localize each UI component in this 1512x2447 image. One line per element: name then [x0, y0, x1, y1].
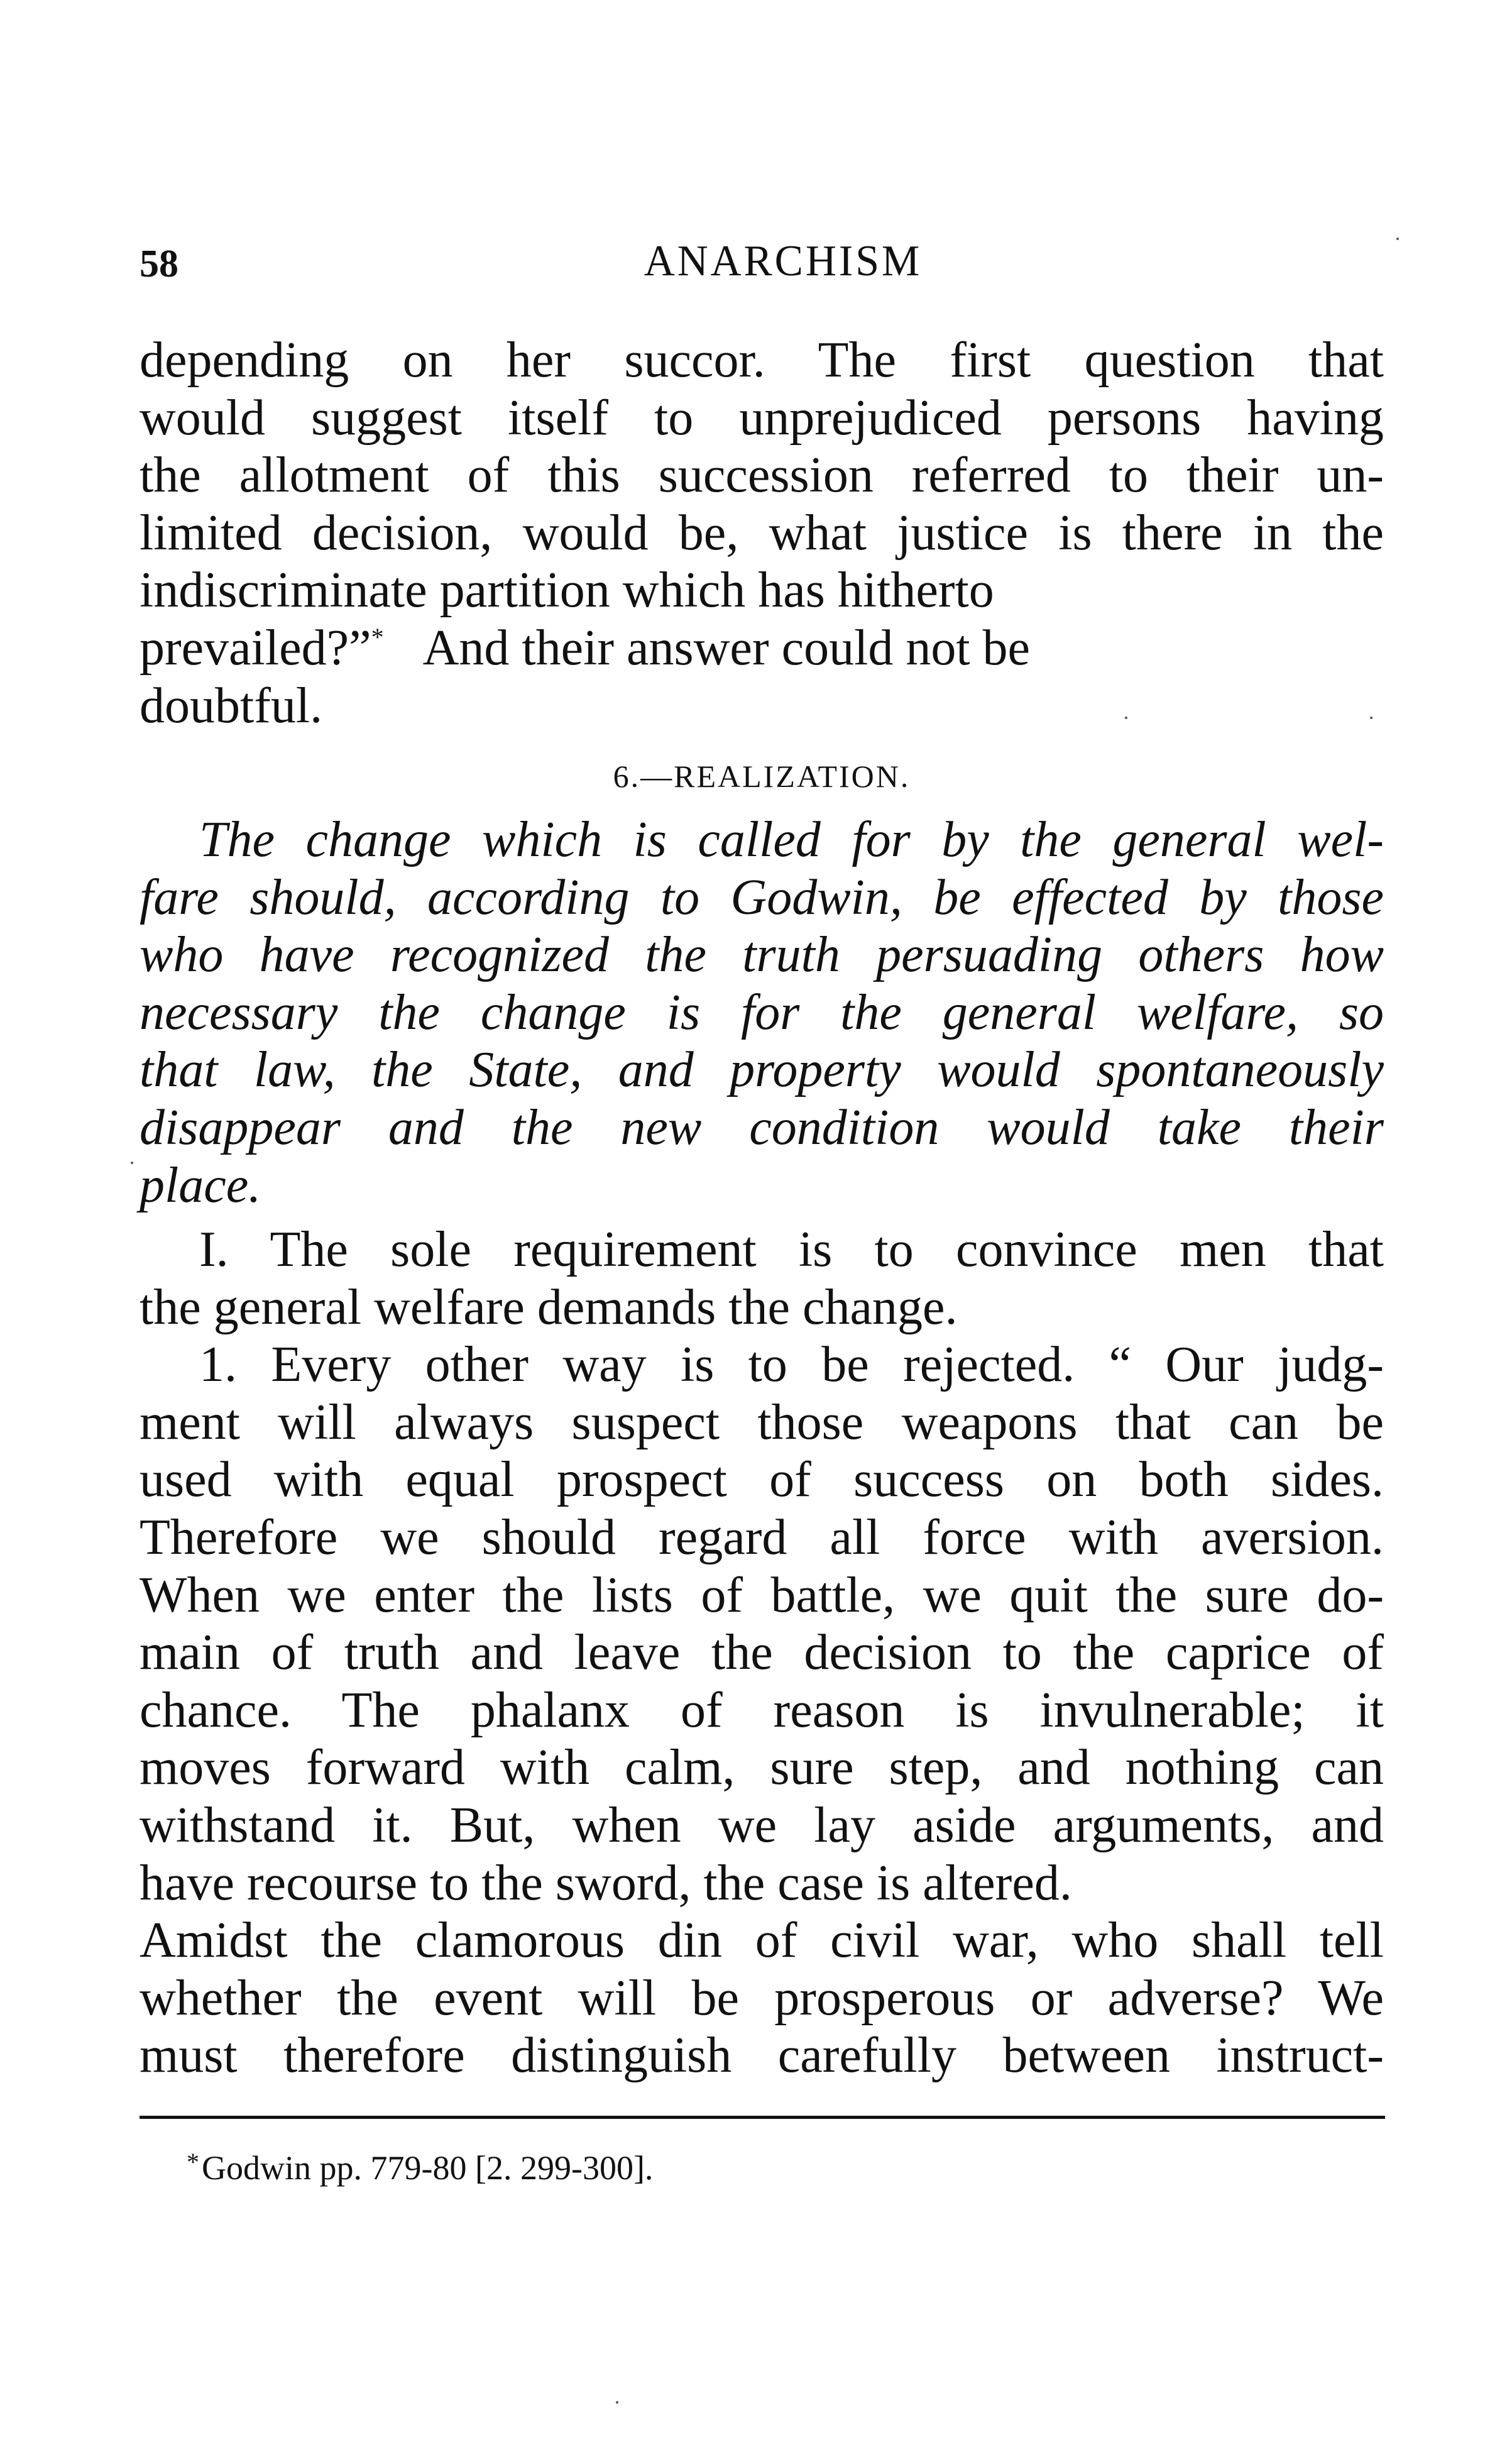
text-fragment: And their answer could not be	[422, 620, 1031, 676]
text-line: The change which is called for by the general wel-	[199, 812, 1384, 867]
section-heading: 6.—REALIZATION.	[613, 759, 911, 794]
text-line: 1. Every other way is to be rejected. “ Our judg-	[199, 1337, 1384, 1393]
text-line: main of truth and leave the decision to the caprice of	[140, 1625, 1384, 1681]
text-line: necessary the change is for the general welfare, so	[140, 984, 1384, 1040]
footnote-reference[interactable]: *	[371, 622, 384, 651]
text-line: Amidst the clamorous din of civil war, who shall tell	[140, 1913, 1384, 1969]
text-line: have recourse to the sword, the case is altered.	[140, 1855, 1072, 1911]
scan-speck	[1125, 717, 1127, 719]
text-line: must therefore distinguish carefully between instruct-	[140, 2028, 1384, 2084]
text-fragment: prevailed?”	[140, 620, 371, 676]
footnote	[187, 2143, 653, 2187]
text-line: chance. The phalanx of reason is invulnerable; it	[140, 1682, 1384, 1738]
text-line: Therefore we should regard all force with aversion.	[140, 1509, 1384, 1565]
text-line: would suggest itself to unprejudiced persons having	[140, 390, 1384, 446]
scan-speck	[616, 2401, 618, 2404]
scan-speck	[1370, 717, 1372, 719]
text-line: indiscriminate partition which has hitherto	[140, 563, 994, 619]
text-line: used with equal prospect of success on both sides.	[140, 1452, 1384, 1508]
text-line: limited decision, would be, what justice is there in the	[140, 505, 1384, 561]
footnote-text: Godwin pp. 779-80 [2. 299-300].	[202, 2149, 654, 2187]
footnote-mark: *	[187, 2148, 199, 2176]
text-line: I. The sole requirement is to convince men that	[199, 1222, 1384, 1277]
text-line: disappear and the new condition would take their	[140, 1099, 1384, 1155]
footnote-divider	[140, 2116, 1385, 2119]
text-line: ment will always suspect those weapons that can be	[140, 1394, 1384, 1450]
paragraph-continuation	[140, 332, 1384, 735]
text-line: whether the event will be prosperous or adverse? We	[140, 1970, 1384, 2026]
scan-speck	[1396, 238, 1399, 240]
scan-speck	[131, 1162, 133, 1164]
text-line: who have recognized the truth persuading others how	[140, 927, 1384, 983]
text-line: depending on her succor. The first question that	[140, 333, 1384, 388]
text-line: When we enter the lists of battle, we quit the sure do-	[140, 1567, 1384, 1623]
page-number: 58	[140, 243, 178, 285]
text-line: the general welfare demands the change.	[140, 1279, 958, 1335]
text-line: the allotment of this succession referred to their un-	[140, 448, 1384, 503]
text-line: fare should, according to Godwin, be effected by those	[140, 869, 1384, 925]
text-line: doubtful.	[140, 678, 323, 734]
running-head: ANARCHISM	[644, 237, 923, 285]
text-line-with-footnote	[140, 620, 1384, 678]
text-line: place.	[140, 1157, 261, 1213]
body-text	[140, 1221, 1384, 2085]
text-line: that law, the State, and property would spontaneously	[140, 1042, 1384, 1098]
text-line: moves forward with calm, sure step, and nothing can	[140, 1740, 1384, 1796]
text-line: withstand it. But, when we lay aside arguments, and	[140, 1797, 1384, 1853]
section-summary	[140, 811, 1384, 1214]
